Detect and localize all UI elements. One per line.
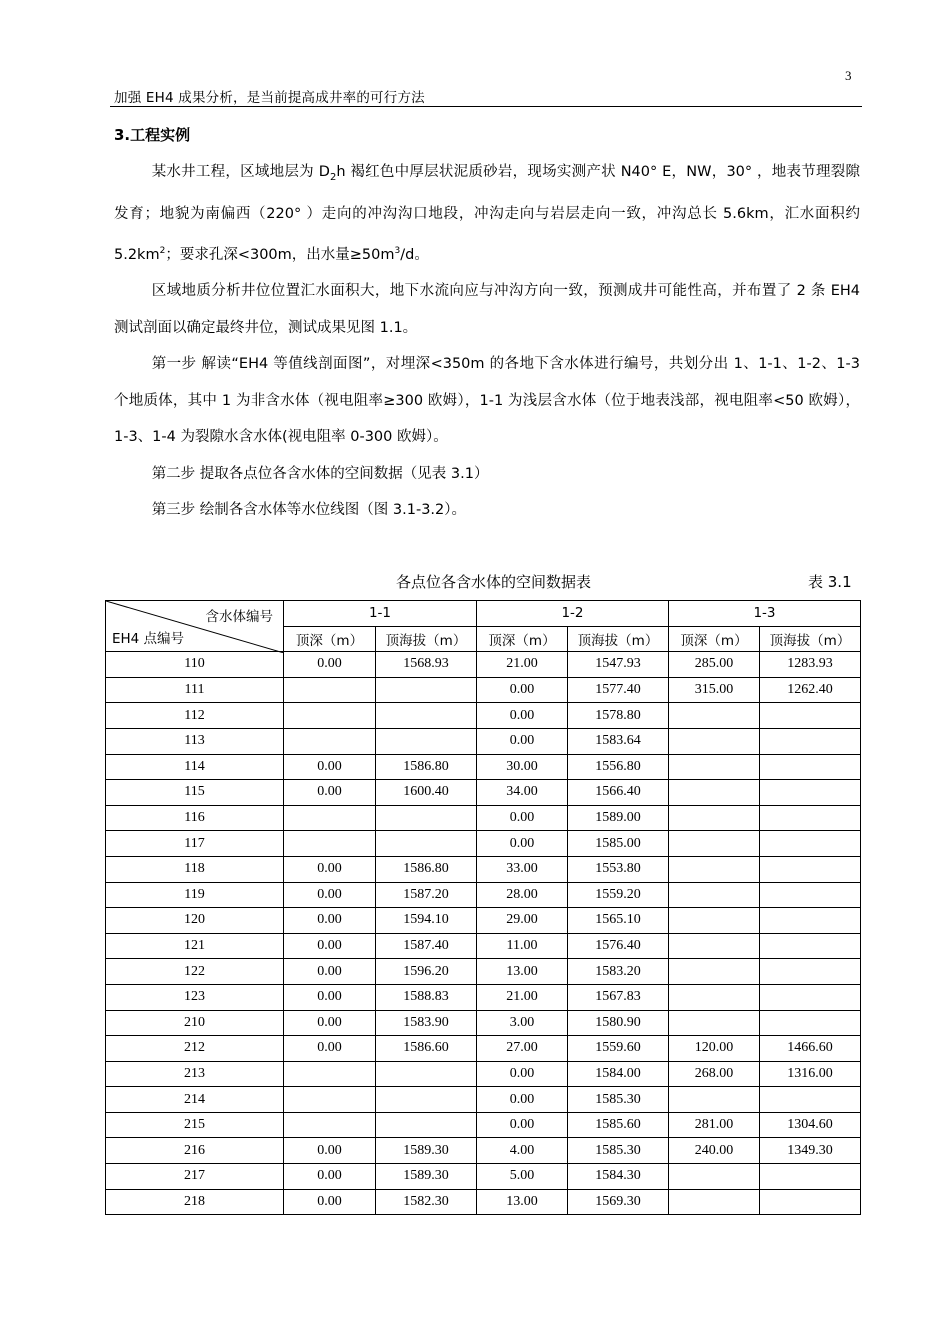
table-cell: 28.00 — [477, 882, 568, 908]
table-cell: 13.00 — [477, 1189, 568, 1215]
table-row — [106, 856, 861, 882]
subheader: 顶海拔（m） — [760, 626, 861, 652]
table-cell: 1584.00 — [568, 1061, 669, 1087]
group-header: 1-3 — [669, 601, 861, 627]
table-cell: 0.00 — [477, 1087, 568, 1113]
point-id-cell: 216 — [106, 1138, 284, 1164]
group-header: 1-1 — [284, 601, 477, 627]
table-cell: 1586.60 — [376, 1036, 477, 1062]
table-cell: 1349.30 — [760, 1138, 861, 1164]
table-corner-cell — [106, 601, 284, 652]
table-row — [106, 652, 861, 678]
table-cell — [760, 1010, 861, 1036]
point-id-cell: 214 — [106, 1087, 284, 1113]
table-cell — [669, 1087, 760, 1113]
table-cell — [669, 908, 760, 934]
table-row — [106, 677, 861, 703]
table-cell: 1585.60 — [568, 1112, 669, 1138]
point-id-cell: 119 — [106, 882, 284, 908]
table-cell — [376, 1112, 477, 1138]
table-cell — [669, 1010, 760, 1036]
table-caption-title: 各点位各含水体的空间数据表 — [396, 573, 592, 591]
table-cell — [669, 1164, 760, 1190]
point-id-cell: 113 — [106, 728, 284, 754]
table-cell — [760, 703, 861, 729]
table-cell — [669, 805, 760, 831]
table-cell: 0.00 — [284, 959, 376, 985]
table-row — [106, 1036, 861, 1062]
point-id-cell: 114 — [106, 754, 284, 780]
table-cell: 0.00 — [284, 652, 376, 678]
table-cell: 21.00 — [477, 984, 568, 1010]
paragraph-2: 区域地质分析井位位置汇水面积大，地下水流向应与冲沟方向一致，预测成井可能性高，并布置了 2 条 EH4 测试剖面以确定最终井位，测试成果见图 1.1。 — [114, 283, 860, 336]
table-cell: 1594.10 — [376, 908, 477, 934]
point-id-cell: 117 — [106, 831, 284, 857]
table-row — [106, 1138, 861, 1164]
subheader: 顶深（m） — [669, 626, 760, 652]
table-cell — [376, 831, 477, 857]
group-header: 1-2 — [477, 601, 669, 627]
table-row — [106, 984, 861, 1010]
p1-superscript-2: 3 — [394, 245, 401, 256]
table-cell — [760, 728, 861, 754]
table-body — [106, 652, 861, 1215]
table-cell: 1589.30 — [376, 1138, 477, 1164]
table-cell: 1587.20 — [376, 882, 477, 908]
table-cell: 0.00 — [477, 703, 568, 729]
table-cell — [760, 1189, 861, 1215]
table-cell — [760, 780, 861, 806]
body-text — [114, 154, 860, 529]
table-cell — [760, 933, 861, 959]
table-cell: 1262.40 — [760, 677, 861, 703]
point-id-cell: 116 — [106, 805, 284, 831]
table-row — [106, 754, 861, 780]
table-cell: 13.00 — [477, 959, 568, 985]
point-id-cell: 111 — [106, 677, 284, 703]
table-cell: 0.00 — [284, 754, 376, 780]
point-id-cell: 210 — [106, 1010, 284, 1036]
running-header: 加强 EH4 成果分析，是当前提高成井率的可行方法 — [114, 90, 425, 106]
table-row — [106, 780, 861, 806]
table-cell: 1283.93 — [760, 652, 861, 678]
paragraph-3: 第一步 解读“EH4 等值线剖面图”，对埋深<350m 的各地下含水体进行编号，共划分出 1、1-1、1-2、1-3 个地质体，其中 1 为非含水体（视电阻率≥300 欧姆），1-1 为浅层含水体（位于地表浅部，视电阻率<50 欧姆），1-3、1-4 为裂隙水含水体(视电阻率 0-300 欧姆）。 — [114, 356, 860, 446]
table-cell — [284, 1112, 376, 1138]
table-cell: 0.00 — [284, 908, 376, 934]
table-row — [106, 933, 861, 959]
table-cell: 0.00 — [284, 882, 376, 908]
table-cell: 1587.40 — [376, 933, 477, 959]
table-cell — [760, 754, 861, 780]
table-cell — [760, 1164, 861, 1190]
table-cell: 1580.90 — [568, 1010, 669, 1036]
table-cell: 1586.80 — [376, 856, 477, 882]
table-cell: 1547.93 — [568, 652, 669, 678]
subheader: 顶深（m） — [284, 626, 376, 652]
table-cell — [669, 1189, 760, 1215]
table-cell: 1466.60 — [760, 1036, 861, 1062]
table-cell — [760, 856, 861, 882]
table-cell: 27.00 — [477, 1036, 568, 1062]
corner-label-bottom: EH4 点编号 — [112, 631, 185, 648]
table-cell: 1559.20 — [568, 882, 669, 908]
table-cell: 1569.30 — [568, 1189, 669, 1215]
table-cell: 1559.60 — [568, 1036, 669, 1062]
table-row — [106, 703, 861, 729]
table-cell: 1576.40 — [568, 933, 669, 959]
table-cell: 1582.30 — [376, 1189, 477, 1215]
table-cell: 1568.93 — [376, 652, 477, 678]
point-id-cell: 215 — [106, 1112, 284, 1138]
table-cell: 0.00 — [477, 677, 568, 703]
table-cell: 0.00 — [284, 1138, 376, 1164]
table-row — [106, 908, 861, 934]
table-cell: 1565.10 — [568, 908, 669, 934]
table-cell: 1583.64 — [568, 728, 669, 754]
table-cell: 0.00 — [477, 1061, 568, 1087]
table-cell — [669, 754, 760, 780]
table-row — [106, 728, 861, 754]
table-cell: 1584.30 — [568, 1164, 669, 1190]
table-cell: 1567.83 — [568, 984, 669, 1010]
table-cell: 34.00 — [477, 780, 568, 806]
table-cell: 33.00 — [477, 856, 568, 882]
table-cell: 1589.00 — [568, 805, 669, 831]
table-cell: 1585.30 — [568, 1087, 669, 1113]
table-cell — [284, 677, 376, 703]
table-cell: 0.00 — [284, 1164, 376, 1190]
table-cell — [760, 1087, 861, 1113]
table-cell: 11.00 — [477, 933, 568, 959]
table-cell: 1556.80 — [568, 754, 669, 780]
table-cell — [760, 805, 861, 831]
table-row — [106, 1112, 861, 1138]
table-cell — [376, 677, 477, 703]
table-cell — [284, 805, 376, 831]
table-cell — [376, 1087, 477, 1113]
table-row — [106, 805, 861, 831]
table-cell: 4.00 — [477, 1138, 568, 1164]
table-row — [106, 1010, 861, 1036]
table-cell: 3.00 — [477, 1010, 568, 1036]
table-cell — [376, 805, 477, 831]
table-cell — [760, 959, 861, 985]
table-cell: 1578.80 — [568, 703, 669, 729]
paragraph-5: 第三步 绘制各含水体等水位线图（图 3.1-3.2）。 — [151, 502, 467, 519]
point-id-cell: 110 — [106, 652, 284, 678]
table-cell: 0.00 — [284, 933, 376, 959]
point-id-cell: 218 — [106, 1189, 284, 1215]
table-cell — [669, 856, 760, 882]
table-cell: 285.00 — [669, 652, 760, 678]
table-cell — [669, 728, 760, 754]
table-cell — [760, 908, 861, 934]
table-cell — [760, 984, 861, 1010]
table-row — [106, 1189, 861, 1215]
table-cell: 268.00 — [669, 1061, 760, 1087]
table-cell: 0.00 — [477, 1112, 568, 1138]
table-cell — [669, 703, 760, 729]
table-cell: 29.00 — [477, 908, 568, 934]
point-id-cell: 212 — [106, 1036, 284, 1062]
point-id-cell: 213 — [106, 1061, 284, 1087]
table-cell — [669, 882, 760, 908]
table-cell — [284, 1061, 376, 1087]
subheader: 顶海拔（m） — [376, 626, 477, 652]
table-cell: 0.00 — [284, 856, 376, 882]
table-cell: 1583.20 — [568, 959, 669, 985]
table-cell: 1596.20 — [376, 959, 477, 985]
table-cell: 1316.00 — [760, 1061, 861, 1087]
p1-text-c: ；要求孔深<300m，出水量≥50m — [165, 246, 395, 263]
point-id-cell: 122 — [106, 959, 284, 985]
table-cell: 315.00 — [669, 677, 760, 703]
table-cell — [669, 984, 760, 1010]
p1-text-d: /d。 — [400, 246, 429, 263]
table-cell: 1589.30 — [376, 1164, 477, 1190]
table-cell: 0.00 — [284, 1010, 376, 1036]
table-cell: 0.00 — [284, 1036, 376, 1062]
table-cell: 1585.00 — [568, 831, 669, 857]
table-cell: 120.00 — [669, 1036, 760, 1062]
table-cell — [669, 933, 760, 959]
point-id-cell: 112 — [106, 703, 284, 729]
corner-label-top: 含水体编号 — [205, 609, 273, 625]
table-cell — [284, 831, 376, 857]
point-id-cell: 217 — [106, 1164, 284, 1190]
header-rule — [110, 106, 862, 107]
table-cell: 21.00 — [477, 652, 568, 678]
table-cell: 1577.40 — [568, 677, 669, 703]
table-cell — [669, 959, 760, 985]
point-id-cell: 115 — [106, 780, 284, 806]
table-cell — [376, 703, 477, 729]
table-cell — [284, 728, 376, 754]
table-row — [106, 959, 861, 985]
table-cell — [760, 882, 861, 908]
data-table — [105, 600, 861, 1215]
table-cell — [760, 831, 861, 857]
table-cell: 1583.90 — [376, 1010, 477, 1036]
table-cell: 1588.83 — [376, 984, 477, 1010]
paragraph-4: 第二步 提取各点位各含水体的空间数据（见表 3.1） — [151, 465, 489, 482]
table-cell — [669, 831, 760, 857]
table-cell — [669, 780, 760, 806]
table-cell: 1586.80 — [376, 754, 477, 780]
table-cell: 1553.80 — [568, 856, 669, 882]
subheader: 顶海拔（m） — [568, 626, 669, 652]
table-row — [106, 882, 861, 908]
table-cell: 0.00 — [284, 1189, 376, 1215]
table-cell: 30.00 — [477, 754, 568, 780]
paragraph-1 — [114, 154, 860, 273]
table-cell: 0.00 — [284, 984, 376, 1010]
p1-superscript-1: 2 — [159, 245, 166, 256]
table-cell: 240.00 — [669, 1138, 760, 1164]
table-cell — [284, 703, 376, 729]
table-caption-label: 表 3.1 — [808, 573, 852, 591]
table-cell — [284, 1087, 376, 1113]
table-row — [106, 831, 861, 857]
subheader: 顶深（m） — [477, 626, 568, 652]
page-number: 3 — [845, 68, 852, 83]
point-id-cell: 123 — [106, 984, 284, 1010]
table-cell: 0.00 — [477, 831, 568, 857]
p1-text-b: h 褐红色中厚层状泥质砂岩，现场实测产状 N40° E，NW，30° ，地表节理裂隙发育；地貌为南偏西（220° ）走向的冲沟沟口地段，冲沟走向与岩层走向一致，冲沟总长 5.6km，汇水面积约 5.2km — [114, 164, 861, 263]
table-cell: 0.00 — [477, 805, 568, 831]
table-cell: 0.00 — [477, 728, 568, 754]
p1-text-a: 某水井工程，区域地层为 D — [151, 164, 330, 180]
point-id-cell: 118 — [106, 856, 284, 882]
table-cell: 1600.40 — [376, 780, 477, 806]
section-heading: 3.工程实例 — [114, 126, 191, 144]
table-cell — [376, 728, 477, 754]
table-cell: 1304.60 — [760, 1112, 861, 1138]
table-cell — [376, 1061, 477, 1087]
table-cell: 281.00 — [669, 1112, 760, 1138]
table-cell: 1566.40 — [568, 780, 669, 806]
p1-subscript: 2 — [329, 171, 337, 183]
table-cell: 5.00 — [477, 1164, 568, 1190]
point-id-cell: 121 — [106, 933, 284, 959]
table-row — [106, 1061, 861, 1087]
table-cell: 1585.30 — [568, 1138, 669, 1164]
point-id-cell: 120 — [106, 908, 284, 934]
table-row — [106, 1087, 861, 1113]
table-row — [106, 1164, 861, 1190]
table-cell: 0.00 — [284, 780, 376, 806]
